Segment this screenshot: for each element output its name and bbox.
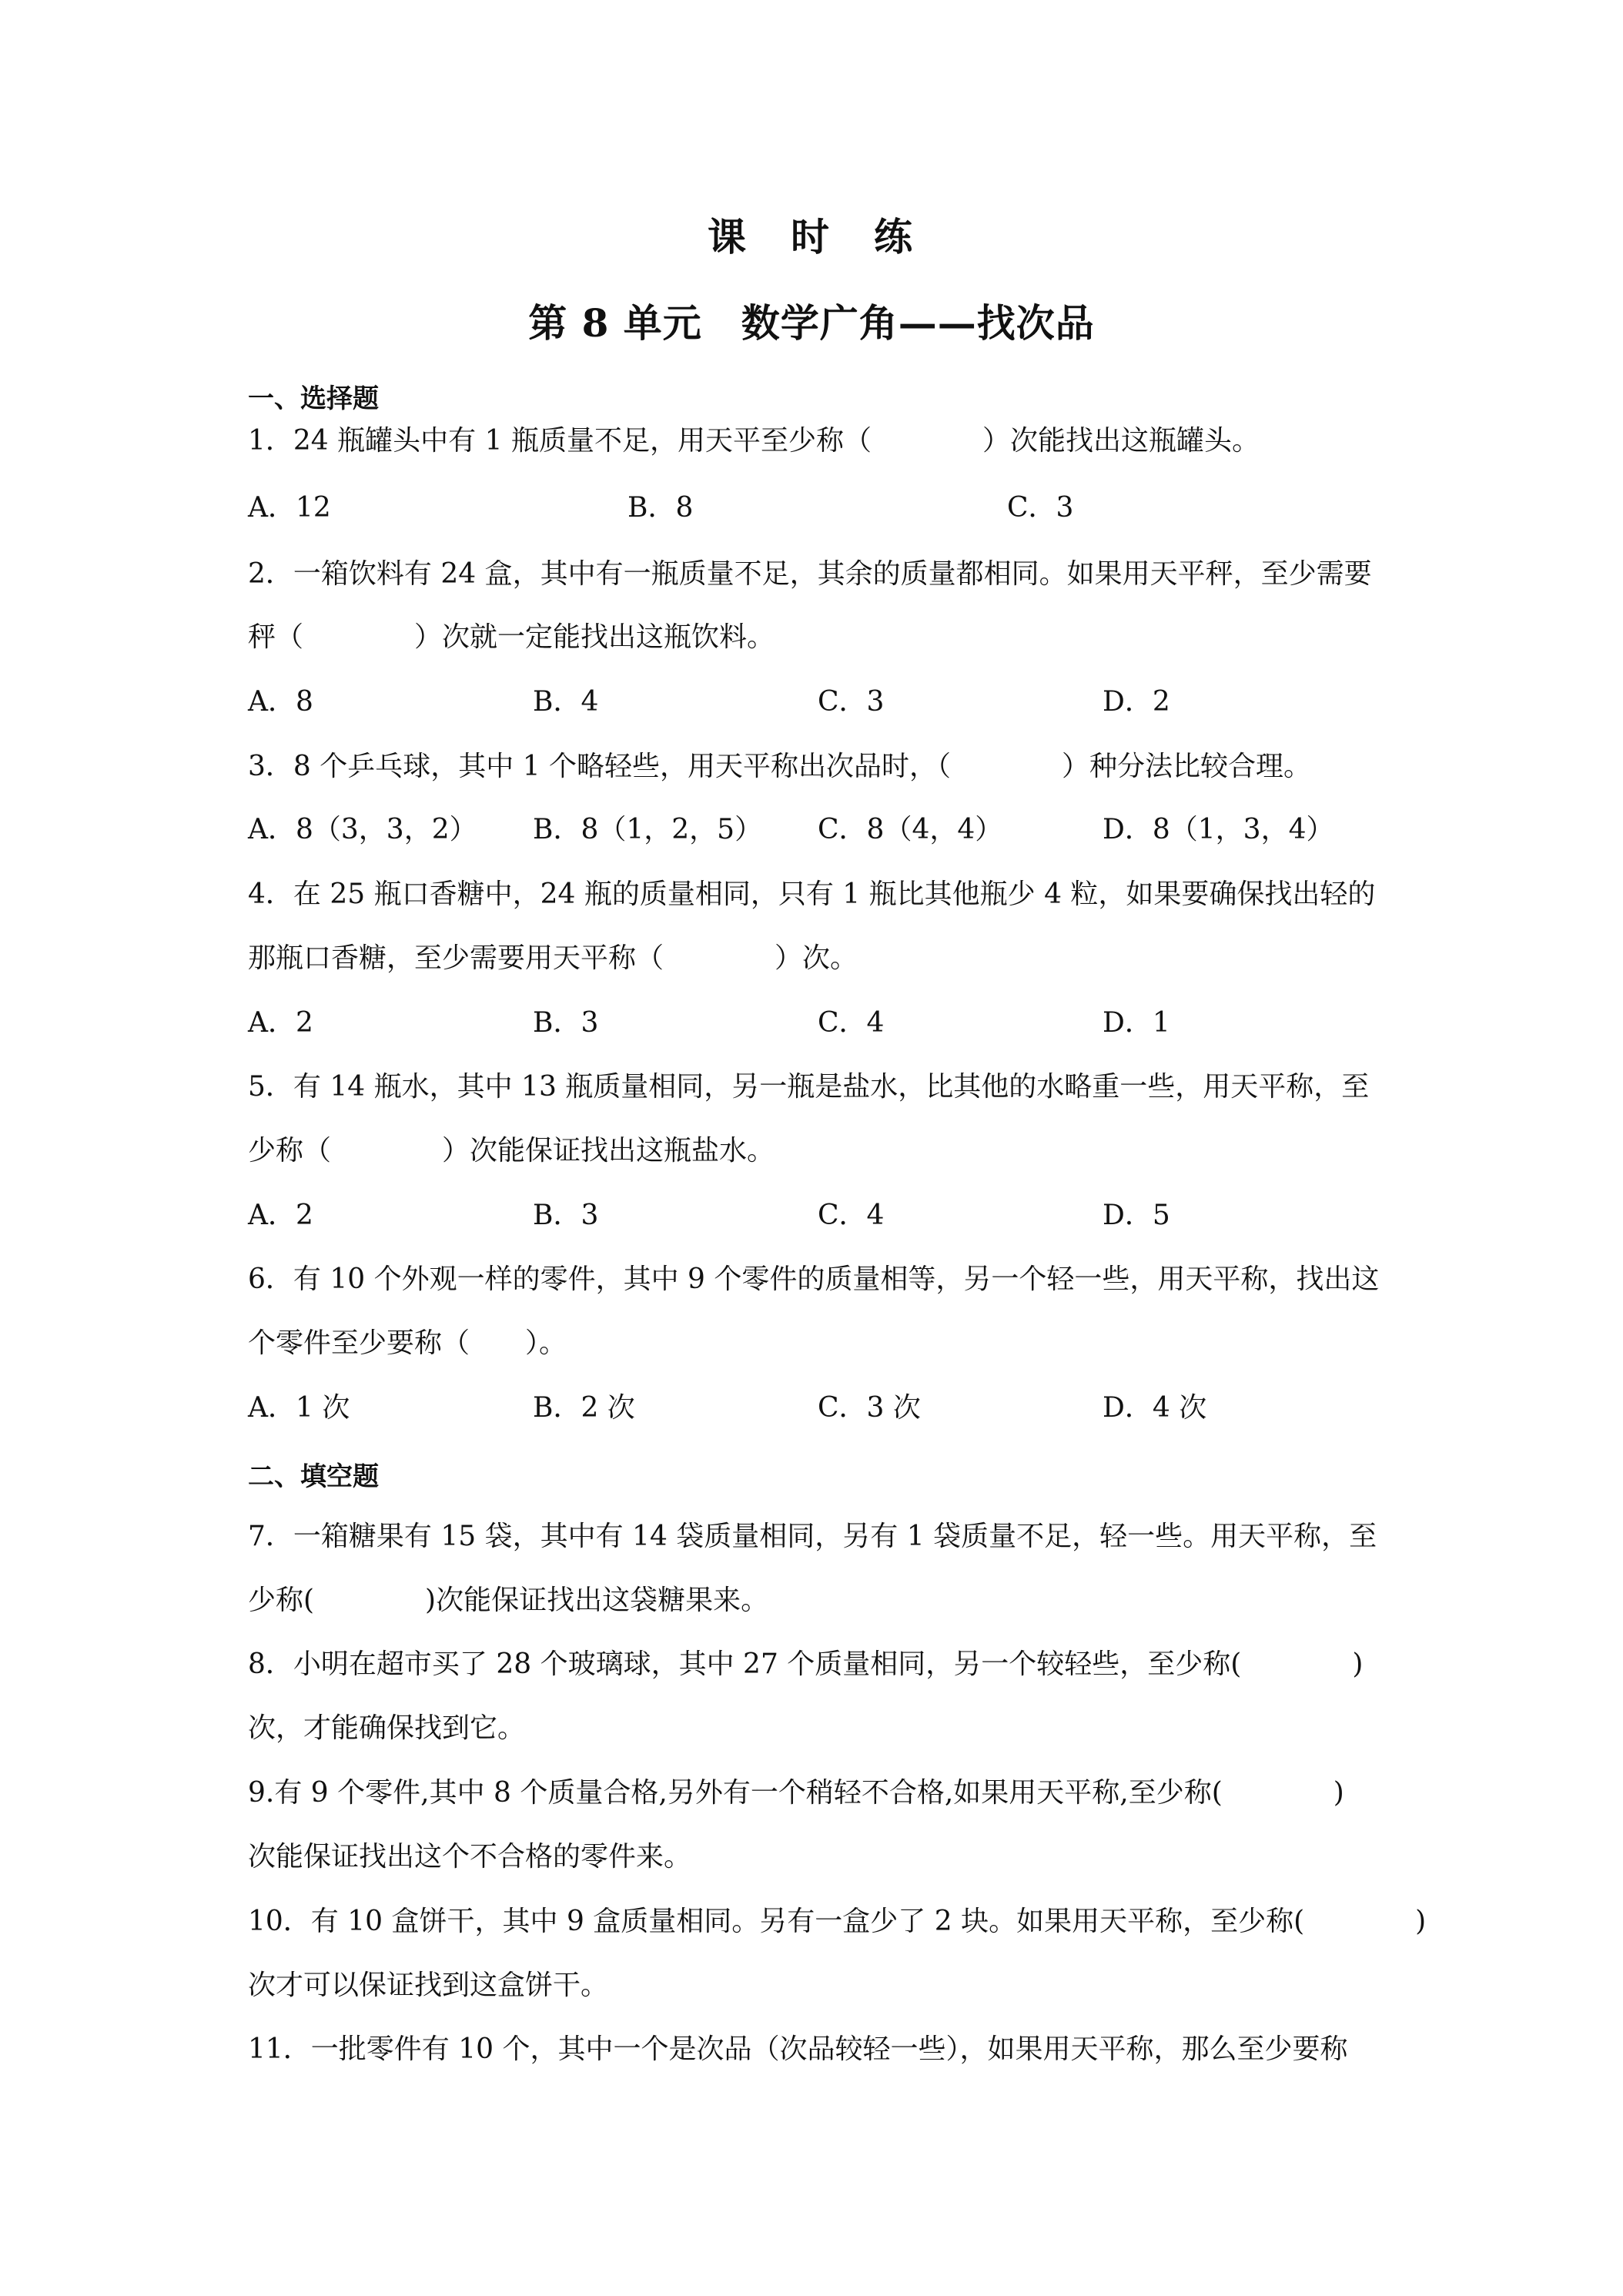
question-8-line-2: 次，才能确保找到它。 bbox=[248, 1712, 526, 1744]
question-2-option-d: D．2 bbox=[1103, 686, 1170, 718]
question-1-option-a: A．12 bbox=[248, 492, 331, 524]
question-1-option-b: B．8 bbox=[627, 492, 694, 524]
question-6-option-d: D．4 次 bbox=[1103, 1392, 1207, 1424]
section-heading-fill: 二、填空题 bbox=[248, 1461, 379, 1492]
question-5-line-2: 少称（ ）次能保证找出这瓶盐水。 bbox=[248, 1135, 775, 1166]
question-1-text: 1．24 瓶罐头中有 1 瓶质量不足，用天平至少称（ ）次能找出这瓶罐头。 bbox=[248, 425, 1260, 457]
question-4-option-b: B．3 bbox=[533, 1007, 599, 1039]
question-8-line-1: 8．小明在超市买了 28 个玻璃球，其中 27 个质量相同，另一个较轻些，至少称( ) bbox=[248, 1648, 1364, 1680]
question-5-line-1: 5．有 14 瓶水，其中 13 瓶质量相同，另一瓶是盐水，比其他的水略重一些，用天平称，至 bbox=[248, 1071, 1370, 1103]
question-3-option-c: C．8（4，4） bbox=[818, 814, 1003, 845]
question-4-line-1: 4．在 25 瓶口香糖中，24 瓶的质量相同，只有 1 瓶比其他瓶少 4 粒，如果要确保找出轻的 bbox=[248, 879, 1376, 910]
question-7-line-2: 少称( )次能保证找出这袋糖果来。 bbox=[248, 1585, 769, 1616]
question-2-option-c: C．3 bbox=[818, 686, 885, 718]
question-6-option-a: A．1 次 bbox=[248, 1392, 350, 1424]
page-title: 课 时 练 bbox=[708, 214, 915, 259]
question-2-line-2: 秤（ ）次就一定能找出这瓶饮料。 bbox=[248, 621, 775, 653]
question-5-option-c: C．4 bbox=[818, 1200, 885, 1231]
question-9-line-1: 9.有 9 个零件,其中 8 个质量合格,另外有一个稍轻不合格,如果用天平称,至少称( ) bbox=[248, 1777, 1344, 1809]
question-5-option-b: B．3 bbox=[533, 1200, 599, 1231]
question-7-line-1: 7．一箱糖果有 15 袋，其中有 14 袋质量相同，另有 1 袋质量不足，轻一些。用天平称，至 bbox=[248, 1521, 1377, 1552]
section-heading-choice: 一、选择题 bbox=[248, 383, 379, 414]
question-10-line-1: 10．有 10 盒饼干，其中 9 盒质量相同。另有一盒少了 2 块。如果用天平称，至少称( ) bbox=[248, 1906, 1427, 1937]
question-6-option-c: C．3 次 bbox=[818, 1392, 921, 1424]
question-5-option-d: D．5 bbox=[1103, 1200, 1170, 1231]
question-4-line-2: 那瓶口香糖，至少需要用天平称（ ）次。 bbox=[248, 942, 858, 974]
question-2-option-b: B．4 bbox=[533, 686, 599, 718]
question-6-option-b: B．2 次 bbox=[533, 1392, 635, 1424]
question-4-option-a: A．2 bbox=[248, 1007, 313, 1039]
question-3-option-b: B．8（1，2，5） bbox=[533, 814, 763, 845]
question-1-option-c: C．3 bbox=[1007, 492, 1074, 524]
question-6-line-2: 个零件至少要称（ ）。 bbox=[248, 1327, 567, 1359]
question-4-option-c: C．4 bbox=[818, 1007, 885, 1039]
question-9-line-2: 次能保证找出这个不合格的零件来。 bbox=[248, 1841, 692, 1873]
question-4-option-d: D．1 bbox=[1103, 1007, 1170, 1039]
question-2-option-a: A．8 bbox=[248, 686, 313, 718]
question-3-text: 3．8 个乒乓球，其中 1 个略轻些，用天平称出次品时，（ ）种分法比较合理。 bbox=[248, 751, 1312, 782]
question-6-line-1: 6．有 10 个外观一样的零件，其中 9 个零件的质量相等，另一个轻一些，用天平称，找出这 bbox=[248, 1263, 1380, 1295]
question-3-option-d: D．8（1，3，4） bbox=[1103, 814, 1334, 845]
question-11-line-1: 11．一批零件有 10 个，其中一个是次品（次品较轻一些），如果用天平称，那么至少要称 bbox=[248, 2033, 1348, 2065]
question-10-line-2: 次才可以保证找到这盒饼干。 bbox=[248, 1970, 609, 2001]
question-2-line-1: 2．一箱饮料有 24 盒，其中有一瓶质量不足，其余的质量都相同。如果用天平秤，至少需要 bbox=[248, 558, 1372, 590]
unit-subtitle: 第 8 单元 数学广角——找次品 bbox=[528, 300, 1095, 346]
question-5-option-a: A．2 bbox=[248, 1200, 313, 1231]
question-3-option-a: A．8（3，3，2） bbox=[248, 814, 477, 845]
